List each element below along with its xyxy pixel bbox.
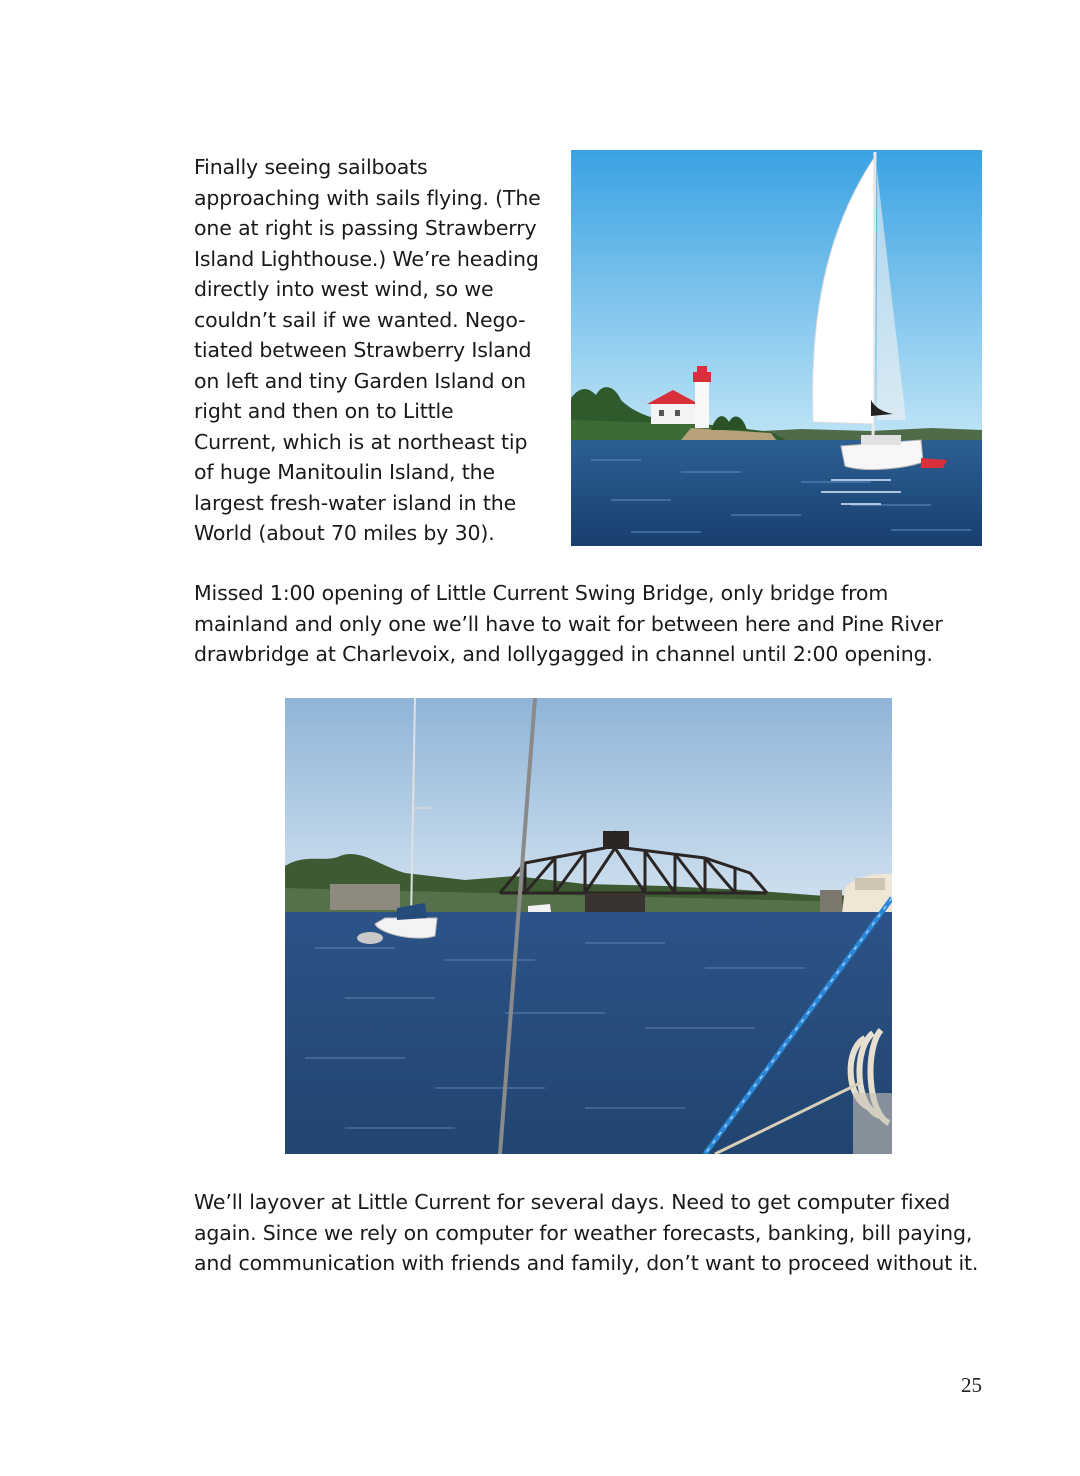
intro-line: largest fresh-water island in the [194,490,517,515]
bridge-line: mainland and only one we’ll have to wait for between here and Pine River [194,611,943,636]
intro-line: couldn’t sail if we wanted. Nego- [194,307,526,332]
intro-line: directly into west wind, so we [194,277,494,301]
intro-line: one at right is passing Strawberry [194,216,537,240]
layover-paragraph [194,1187,994,1279]
intro-line: Finally seeing sailboats [194,155,428,179]
intro-line: of huge Manitoulin Island, the [194,460,495,484]
layover-line: and communication with friends and family, don’t want to proceed without it. [194,1251,979,1275]
bridge-paragraph [194,578,994,670]
intro-line: Current, which is at northeast tip [194,429,528,454]
bridge-line: Missed 1:00 opening of Little Current Swing Bridge, only bridge from [194,581,889,605]
layover-line: We’ll layover at Little Current for several days. Need to get computer fixed [194,1190,951,1214]
intro-line: approaching with sails flying. (The [194,185,541,210]
intro-paragraph [194,152,564,549]
intro-line: on left and tiny Garden Island on [194,368,526,393]
layover-line: again. Since we rely on computer for weather forecasts, banking, bill paying, [194,1220,973,1245]
intro-line: tiated between Strawberry Island [194,338,532,362]
bridge-line: drawbridge at Charlevoix, and lollygagged in channel until 2:00 opening. [194,642,933,666]
swing-bridge-photo [285,698,892,1154]
intro-line: Island Lighthouse.) We’re heading [194,246,539,271]
sailboat-lighthouse-photo [571,150,982,546]
intro-line: World (about 70 miles by 30). [194,521,495,545]
page-number: 25 [961,1373,982,1397]
intro-line: right and then on to Little [194,399,454,423]
